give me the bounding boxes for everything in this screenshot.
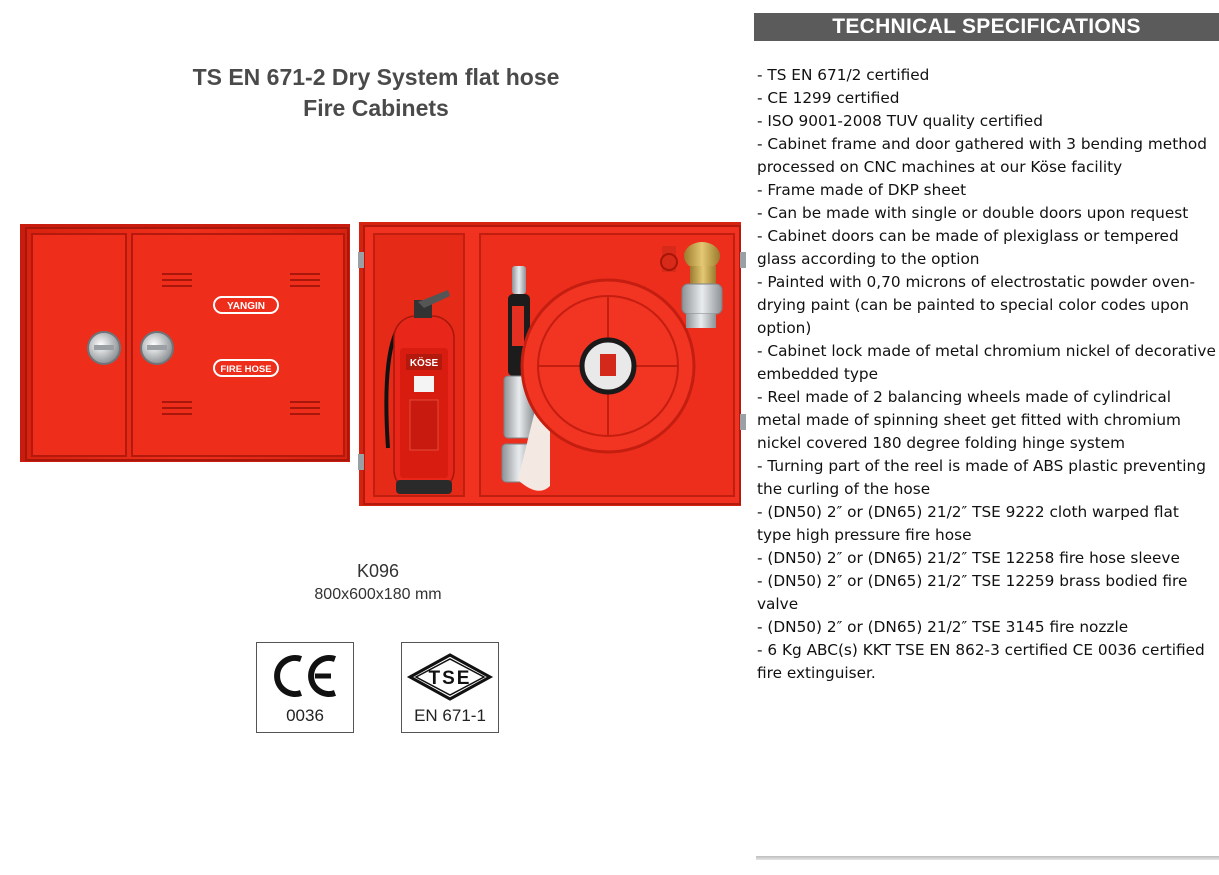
spec-item: - Reel made of 2 balancing wheels made of cylindrical metal made of spinning sheet get fitted with chromium nickel covered 180 degree folding hinge system (757, 388, 1181, 452)
bottom-divider (756, 856, 1219, 860)
spec-item: - (DN50) 2″ or (DN65) 21/2″ TSE 12259 brass bodied fire valve (757, 572, 1188, 613)
extinguisher-brand: KÖSE (409, 358, 439, 369)
product-code: K096 (356, 561, 400, 581)
closed-cabinet (20, 224, 350, 462)
spec-item: - Painted with 0,70 microns of electrostatic powder oven-drying paint (can be painted to special color codes upon option) (757, 273, 1196, 337)
tse-certification-badge (401, 642, 499, 733)
spec-item: - Cabinet frame and door gathered with 3 bending method processed on CNC machines at our Köse facility (757, 135, 1207, 176)
tse-certification-caption: EN 671-1 (414, 706, 486, 725)
product-dimensions: 800x600x180 mm (314, 586, 442, 603)
spec-item: - Cabinet lock made of metal chromium nickel of decorative embedded type (757, 342, 1216, 383)
spec-item: - TS EN 671/2 certified (757, 66, 930, 84)
spec-item: - (DN50) 2″ or (DN65) 21/2″ TSE 9222 cloth warped flat type high pressure fire hose (757, 503, 1179, 544)
spec-item: - (DN50) 2″ or (DN65) 21/2″ TSE 12258 fire hose sleeve (757, 549, 1180, 567)
product-title-line-1: TS EN 671-2 Dry System flat hose (192, 64, 560, 90)
spec-item: - Cabinet doors can be made of plexiglass or tempered glass according to the option (757, 227, 1179, 268)
spec-item: - Frame made of DKP sheet (757, 181, 967, 199)
product-title (100, 62, 652, 124)
ce-certification-caption: 0036 (286, 706, 324, 725)
technical-specifications-list (757, 64, 1217, 685)
spec-item: - Can be made with single or double doors upon request (757, 204, 1189, 222)
yangin-label: YANGIN (227, 301, 265, 312)
spec-item: - Turning part of the reel is made of ABS plastic preventing the curling of the hose (757, 457, 1206, 498)
tse-mark-icon (402, 643, 498, 703)
spec-item: - 6 Kg ABC(s) KKT TSE EN 862-3 certified CE 0036 certified fire extinguiser. (757, 641, 1205, 682)
fire-cabinet-photo (18, 218, 746, 510)
spec-item: - ISO 9001-2008 TUV quality certified (757, 112, 1043, 130)
tse-mark-text: TSE (428, 668, 472, 689)
spec-item: - CE 1299 certified (757, 89, 900, 107)
spec-item: - (DN50) 2″ or (DN65) 21/2″ TSE 3145 fire nozzle (757, 618, 1129, 636)
technical-specifications-heading: TECHNICAL SPECIFICATIONS (754, 13, 1219, 41)
open-cabinet (358, 222, 746, 506)
product-title-line-2: Fire Cabinets (303, 95, 449, 121)
ce-mark-icon (257, 643, 353, 703)
fire-hose-label: FIRE HOSE (220, 364, 272, 375)
ce-certification-badge (256, 642, 354, 733)
